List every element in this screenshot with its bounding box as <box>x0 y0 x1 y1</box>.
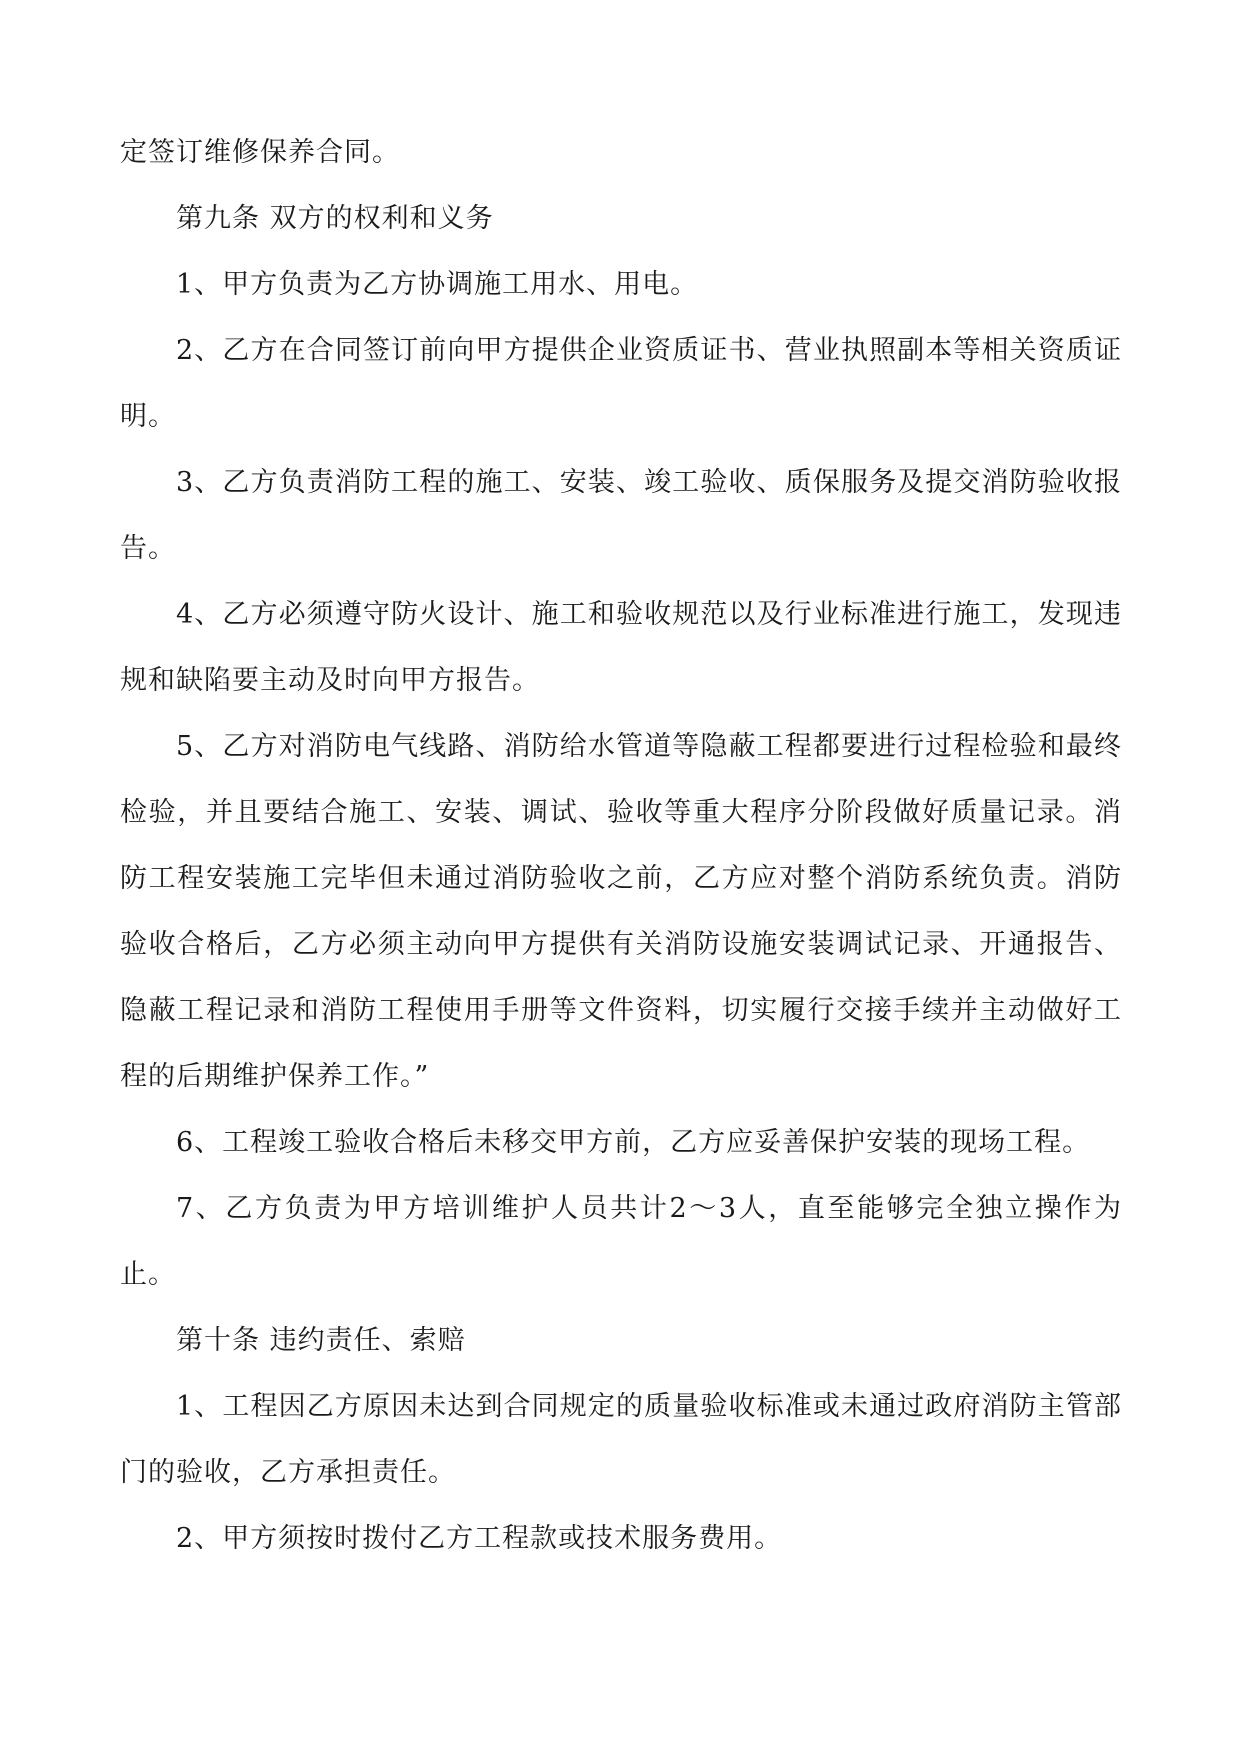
article-9-heading: 第九条 双方的权利和义务 <box>176 203 494 234</box>
document-body <box>120 120 1122 1572</box>
article-10-heading: 第十条 违约责任、索赔 <box>176 1325 466 1356</box>
article-9-item-7: 7、乙方负责为甲方培训维护人员共计2～3人，直至能够完全独立操作为止。 <box>120 1193 1122 1290</box>
paragraph-continuation: 定签订维修保养合同。 <box>120 137 400 168</box>
article-9-item-3: 3、乙方负责消防工程的施工、安装、竣工验收、质保服务及提交消防验收报告。 <box>120 467 1122 564</box>
article-9-item-1: 1、甲方负责为乙方协调施工用水、用电。 <box>176 269 699 300</box>
article-9-item-6: 6、工程竣工验收合格后未移交甲方前，乙方应妥善保护安装的现场工程。 <box>176 1127 1091 1158</box>
article-9-item-4: 4、乙方必须遵守防火设计、施工和验收规范以及行业标准进行施工，发现违规和缺陷要主动及时向甲方报告。 <box>120 599 1122 696</box>
article-10-item-1: 1、工程因乙方原因未达到合同规定的质量验收标准或未通过政府消防主管部门的验收，乙方承担责任。 <box>120 1391 1122 1488</box>
article-10-item-2: 2、甲方须按时拨付乙方工程款或技术服务费用。 <box>176 1523 783 1554</box>
article-9-item-2: 2、乙方在合同签订前向甲方提供企业资质证书、营业执照副本等相关资质证明。 <box>120 335 1122 432</box>
article-9-item-5: 5、乙方对消防电气线路、消防给水管道等隐蔽工程都要进行过程检验和最终检验，并且要结合施工、安装、调试、验收等重大程序分阶段做好质量记录。消防工程安装施工完毕但未通过消防验收之前，乙方应对整个消防系统负责。消防验收合格后，乙方必须主动向甲方提供有关消防设施安装调试记录、开通报告、隐蔽工程记录和消防工程使用手册等文件资料，切实履行交接手续并主动做好工程的后期维护保养工作。” <box>120 731 1122 1092</box>
